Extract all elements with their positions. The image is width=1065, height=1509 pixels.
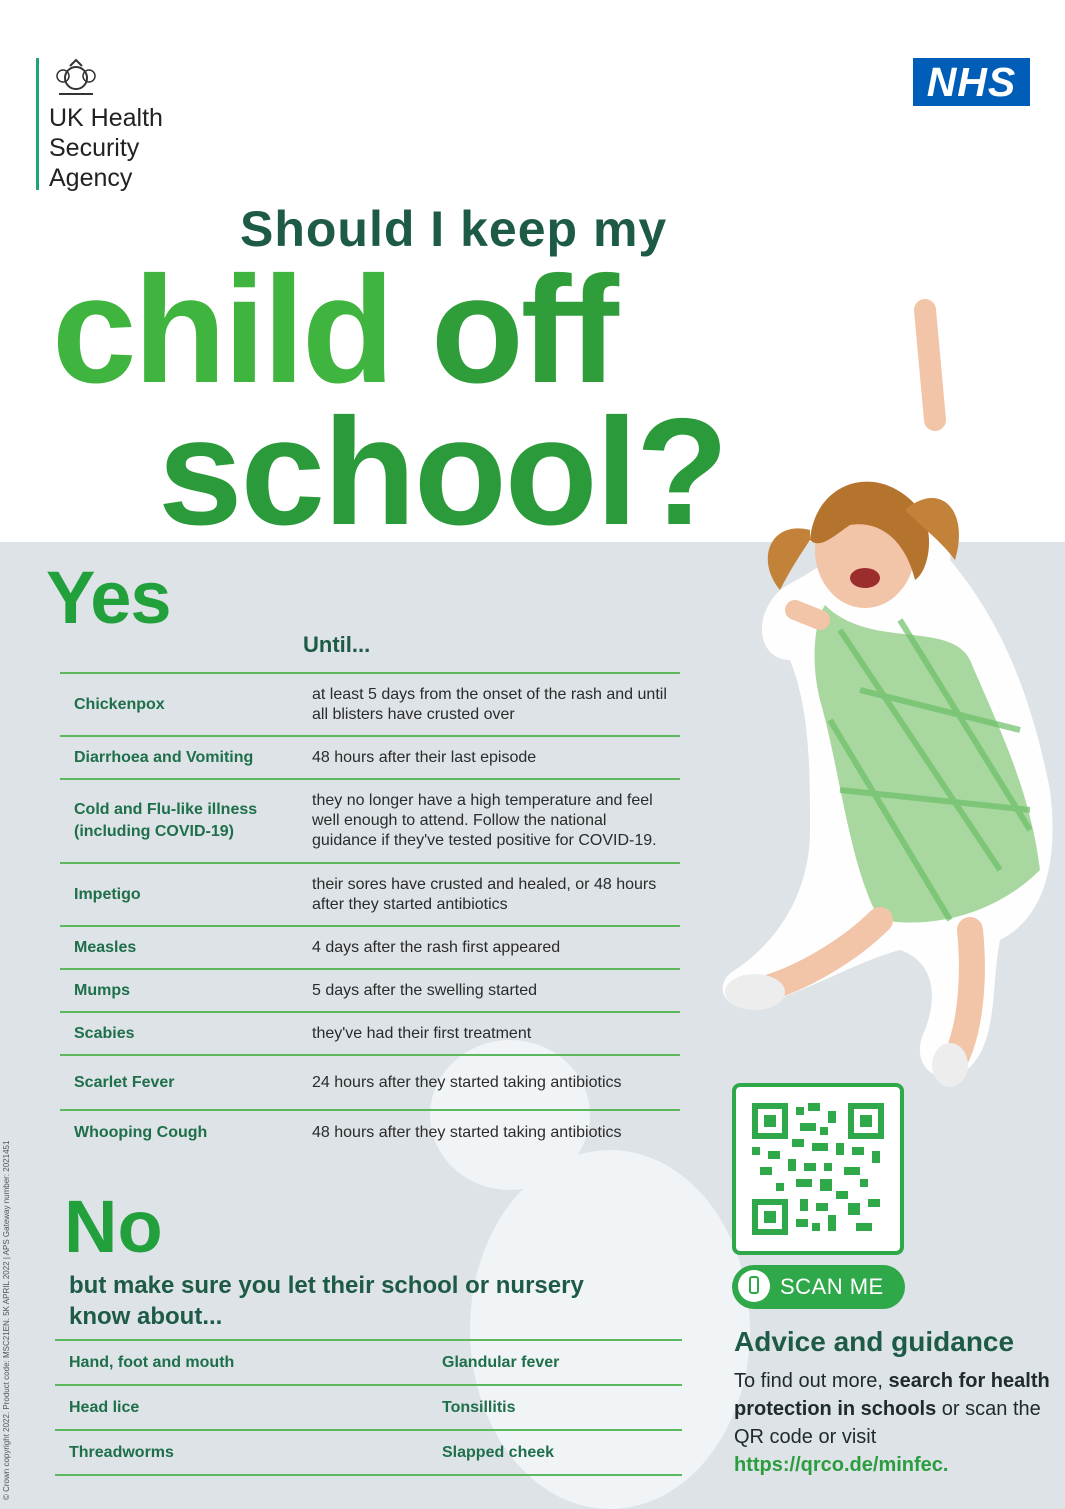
org-name-line1: UK Health	[49, 104, 163, 132]
phone-icon	[738, 1270, 770, 1302]
headline-line3: school?	[158, 387, 727, 557]
condition-until: at least 5 days from the onset of the rash and until all blisters have crusted over	[312, 685, 667, 723]
condition-until: they no longer have a high temperature and feel well enough to attend. Follow the national guidance if they've tested positive for COVID-19.	[312, 792, 657, 849]
table-row	[60, 780, 680, 864]
table-row	[60, 1111, 680, 1155]
no-condition: Head lice	[69, 1398, 140, 1416]
headline-line2	[52, 245, 617, 415]
advice-search-term: search for health protection in schools	[734, 1370, 1050, 1420]
condition-until: 4 days after the rash first appeared	[312, 938, 561, 956]
table-row	[60, 927, 680, 970]
condition-until: they've had their first treatment	[312, 1024, 532, 1042]
condition-name: Measles	[74, 938, 137, 956]
condition-until: 48 hours after their last episode	[312, 748, 537, 766]
no-condition: Slapped cheek	[442, 1443, 555, 1461]
advice-text-part1: To find out more,	[734, 1370, 889, 1392]
table-row	[60, 1056, 680, 1111]
headline-word-child: child	[52, 245, 392, 415]
ukhsa-logo	[36, 58, 163, 190]
advice-title: Advice and guidance	[734, 1326, 1015, 1357]
no-title: No	[64, 1185, 163, 1268]
condition-name: Scabies	[74, 1024, 135, 1042]
no-condition: Glandular fever	[442, 1353, 560, 1371]
qr-code-icon	[752, 1103, 884, 1235]
condition-name: Mumps	[74, 981, 130, 999]
table-row	[60, 864, 680, 927]
no-subtitle: but make sure you let their school or nursery know about...	[69, 1272, 584, 1330]
condition-until: their sores have crusted and healed, or 48 hours after they started antibiotics	[312, 875, 657, 913]
advice-text-part2: or scan the QR code or visit	[734, 1398, 1041, 1448]
condition-until: 24 hours after they started taking antibiotics	[312, 1073, 622, 1091]
yes-conditions-table	[60, 672, 680, 1155]
table-row	[55, 1341, 682, 1386]
scan-me-button[interactable]	[732, 1265, 905, 1309]
table-row	[60, 1013, 680, 1056]
condition-name: Whooping Cough	[74, 1124, 208, 1141]
condition-until: 5 days after the swelling started	[312, 981, 538, 999]
no-condition: Tonsillitis	[442, 1398, 516, 1416]
copyright-notice: © Crown copyright 2022. Product code: MSC21EN. 5K APRIL 2022 | APS Gateway number: 2021451	[2, 1140, 11, 1500]
royal-crest-icon	[51, 58, 101, 98]
advice-link[interactable]: https://qrco.de/minfec.	[734, 1454, 949, 1476]
no-condition: Threadworms	[69, 1443, 174, 1461]
advice-text	[734, 1367, 1054, 1479]
table-row	[60, 970, 680, 1013]
until-header: Until...	[303, 632, 371, 657]
headline-word-off: off	[430, 245, 617, 415]
org-name-line3: Agency	[49, 164, 133, 192]
table-row	[55, 1386, 682, 1431]
headline-line1: Should I keep my	[240, 201, 668, 257]
nhs-logo: NHS	[913, 58, 1030, 106]
condition-name: Cold and Flu-like illness (including COVID-19)	[74, 801, 258, 840]
scan-me-label: SCAN ME	[780, 1274, 884, 1299]
table-row	[60, 737, 680, 780]
jumping-girl-photo	[700, 270, 1065, 1090]
condition-name: Scarlet Fever	[74, 1073, 175, 1091]
condition-name: Diarrhoea and Vomiting	[74, 748, 254, 766]
qr-code[interactable]	[732, 1083, 904, 1255]
no-condition: Hand, foot and mouth	[69, 1353, 235, 1371]
table-row	[60, 674, 680, 737]
no-conditions-table	[55, 1339, 682, 1476]
condition-name: Impetigo	[74, 885, 141, 903]
condition-until: 48 hours after they started taking antibiotics	[312, 1124, 622, 1141]
table-row	[55, 1431, 682, 1476]
org-name-line2: Security	[49, 134, 140, 162]
yes-title: Yes	[46, 556, 171, 639]
condition-name: Chickenpox	[74, 695, 165, 713]
